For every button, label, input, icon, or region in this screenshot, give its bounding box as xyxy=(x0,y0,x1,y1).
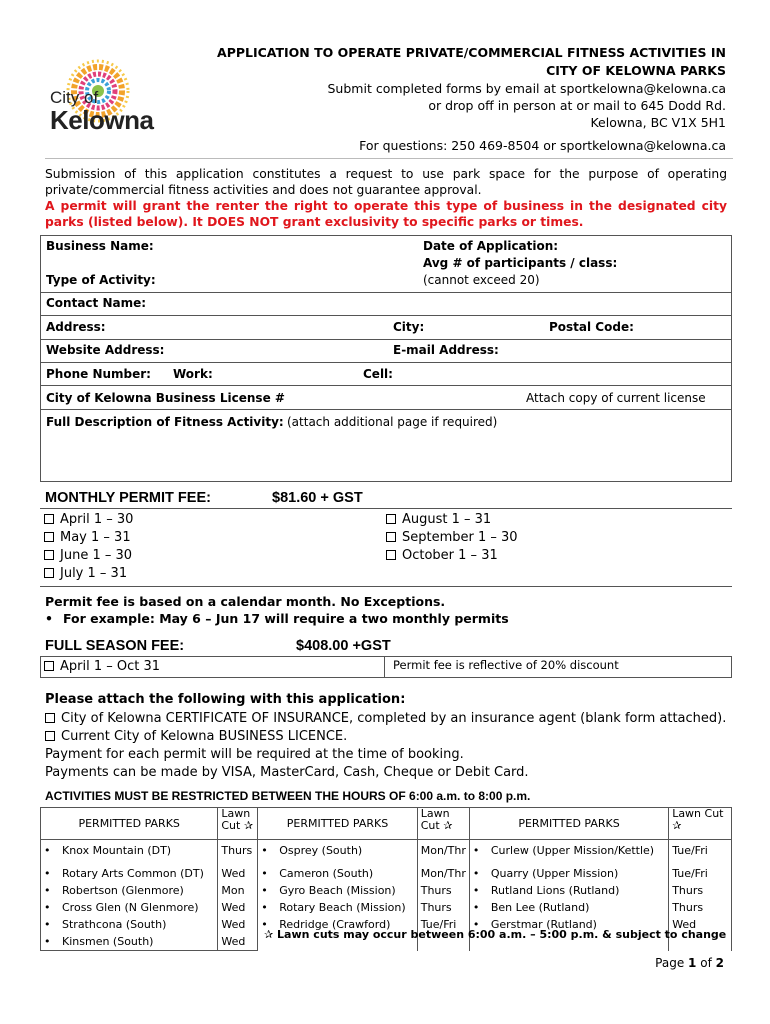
title-line-1: APPLICATION TO OPERATE PRIVATE/COMMERCIAL FITNESS ACTIVITIES IN xyxy=(217,45,726,60)
intro-text: Submission of this application constitutes a request to use park space for the purpose of operating private/commercial fitness activities and does not guarantee approval. xyxy=(45,167,727,197)
col1-parks: • Knox Mountain (DT) • Rotary Arts Common (DT) • Robertson (Glenmore) • Cross Glen (N Glenmore) • Strathcona (South) • Kinsmen (South) xyxy=(41,840,218,951)
option-october[interactable]: October 1 – 31 xyxy=(386,547,518,565)
address-label: Address: xyxy=(46,320,106,334)
website-label: Website Address: xyxy=(46,343,165,357)
monthly-fee-label: MONTHLY PERMIT FEE: xyxy=(45,490,211,506)
col3-lawn-header: Lawn Cut ✰ xyxy=(669,808,732,840)
col1-lawn-header: Lawn Cut ✰ xyxy=(218,808,258,840)
season-fee-label: FULL SEASON FEE: xyxy=(45,638,185,654)
attach-heading: Please attach the following with this application: xyxy=(45,692,406,707)
full-description-label: Full Description of Fitness Activity: xyxy=(46,415,284,429)
option-full-season[interactable]: April 1 – Oct 31 xyxy=(44,658,160,676)
email-label: E-mail Address: xyxy=(393,343,499,357)
licence-checkbox[interactable]: Current City of Kelowna BUSINESS LICENCE. xyxy=(45,728,726,746)
hours-restriction: ACTIVITIES MUST BE RESTRICTED BETWEEN THE HOURS OF 6:00 a.m. to 8:00 p.m. xyxy=(45,789,531,803)
option-april[interactable]: April 1 – 30 xyxy=(44,511,133,529)
attach-page-note: (attach additional page if required) xyxy=(287,415,498,429)
cell-label: Cell: xyxy=(363,367,393,381)
calendar-month-note: Permit fee is based on a calendar month. No Exceptions. xyxy=(45,594,446,609)
title-line-2: CITY OF KELOWNA PARKS xyxy=(546,63,726,78)
logo-city-of-text: City of xyxy=(50,88,99,107)
col2-header: PERMITTED PARKS xyxy=(258,808,418,840)
date-of-application-label: Date of Application: xyxy=(423,239,559,253)
monthly-right-options xyxy=(386,511,518,565)
attach-license-note: Attach copy of current license xyxy=(526,391,706,405)
header-divider xyxy=(45,158,733,159)
city-label: City: xyxy=(393,320,425,334)
submit-line: Submit completed forms by email at sportkelowna@kelowna.ca xyxy=(327,81,726,96)
postal-code-label: Postal Code: xyxy=(549,320,634,334)
monthly-fee-amount: $81.60 + GST xyxy=(272,490,363,506)
intro-warning: A permit will grant the renter the right to operate this type of business in the designated city parks (listed below). It DOES NOT grant exclusivity to specific parks or times. xyxy=(45,199,727,229)
option-september[interactable]: September 1 – 30 xyxy=(386,529,518,547)
option-may[interactable]: May 1 – 31 xyxy=(44,529,133,547)
payment-note-2: Payments can be made by VISA, MasterCard, Cash, Cheque or Debit Card. xyxy=(45,765,529,780)
col3-parks: • Curlew (Upper Mission/Kettle) • Quarry (Upper Mission) • Rutland Lions (Rutland) • Ben Lee (Rutland) • Gerstmar (Rutland) xyxy=(469,840,668,951)
page-number: Page 1 of 2 xyxy=(655,956,724,970)
example-note: • For example: May 6 – Jun 17 will require a two monthly permits xyxy=(45,611,509,626)
business-license-label: City of Kelowna Business License # xyxy=(46,391,285,405)
option-august[interactable]: August 1 – 31 xyxy=(386,511,518,529)
col2-days: Mon/Thr Mon/Thr Thurs Thurs Tue/Fri xyxy=(417,840,469,951)
application-form xyxy=(40,235,732,482)
type-of-activity-label: Type of Activity: xyxy=(46,273,156,287)
col3-days: Tue/Fri Tue/Fri Thurs Thurs Wed xyxy=(669,840,732,951)
season-discount-note: Permit fee is reflective of 20% discount xyxy=(393,658,619,672)
payment-note-1: Payment for each permit will be required at the time of booking. xyxy=(45,747,464,762)
col2-parks: • Osprey (South) • Cameron (South) • Gyro Beach (Mission) • Rotary Beach (Mission) • Redridge (Crawford) xyxy=(258,840,418,951)
questions-line: For questions: 250 469-8504 or sportkelowna@kelowna.ca xyxy=(359,138,726,153)
option-june[interactable]: June 1 – 30 xyxy=(44,547,133,565)
dropoff-line: or drop off in person at or mail to 645 Dodd Rd. xyxy=(428,98,726,113)
contact-name-label: Contact Name: xyxy=(46,296,147,310)
cannot-exceed-note: (cannot exceed 20) xyxy=(423,273,540,287)
season-fee-amount: $408.00 +GST xyxy=(296,638,391,654)
col2-lawn-header: Lawn Cut ✰ xyxy=(417,808,469,840)
lawn-cut-footnote: ✰ Lawn cuts may occur between 6:00 a.m. – 5:00 p.m. & subject to change xyxy=(264,928,727,941)
phone-label: Phone Number: xyxy=(46,367,151,381)
avg-participants-label: Avg # of participants / class: xyxy=(423,256,618,270)
business-name-label: Business Name: xyxy=(46,239,154,253)
col1-header: PERMITTED PARKS xyxy=(41,808,218,840)
work-label: Work: xyxy=(173,367,213,381)
logo-kelowna-text: Kelowna xyxy=(50,105,154,135)
option-july[interactable]: July 1 – 31 xyxy=(44,565,133,583)
col1-days: Thurs Wed Mon Wed Wed Wed xyxy=(218,840,258,951)
monthly-left-options xyxy=(44,511,133,583)
insurance-checkbox[interactable]: City of Kelowna CERTIFICATE OF INSURANCE, completed by an insurance agent (blank form attached). xyxy=(45,710,726,728)
season-box xyxy=(40,656,732,678)
col3-header: PERMITTED PARKS xyxy=(469,808,668,840)
city-line: Kelowna, BC V1X 5H1 xyxy=(590,115,726,130)
